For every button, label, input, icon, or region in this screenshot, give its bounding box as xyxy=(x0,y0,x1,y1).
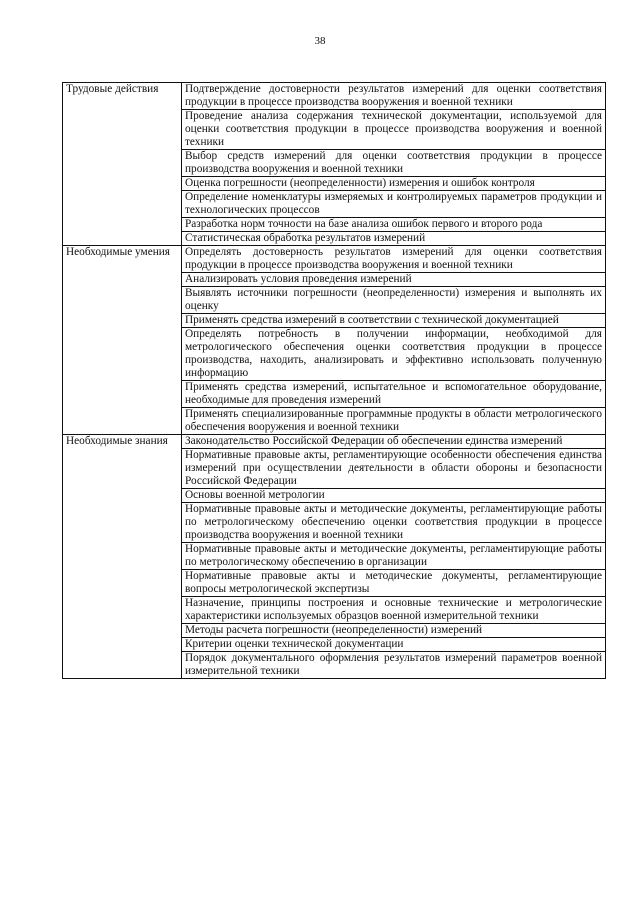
item-cell: Нормативные правовые акты и методические документы, регламентирующие работы по метрологическому обеспечению в организации xyxy=(182,543,606,570)
item-cell: Применять средства измерений в соответствии с технической документацией xyxy=(182,314,606,328)
item-cell: Методы расчета погрешности (неопределенности) измерений xyxy=(182,624,606,638)
item-cell: Законодательство Российской Федерации об обеспечении единства измерений xyxy=(182,435,606,449)
item-cell: Выбор средств измерений для оценки соответствия продукции в процессе производства вооружения и военной техники xyxy=(182,150,606,177)
item-cell: Нормативные правовые акты, регламентирующие особенности обеспечения единства измерений при осуществлении деятельности в области обороны и безопасности Российской Федерации xyxy=(182,449,606,489)
item-cell: Применять специализированные программные продукты в области метрологического обеспечения вооружения и военной техники xyxy=(182,408,606,435)
page-number: 38 xyxy=(314,35,326,47)
item-cell: Анализировать условия проведения измерений xyxy=(182,273,606,287)
requirements-table xyxy=(62,82,606,679)
item-cell: Основы военной метрологии xyxy=(182,489,606,503)
category-cell: Необходимые знания xyxy=(63,435,182,679)
table-row xyxy=(63,246,606,273)
table-row xyxy=(63,435,606,449)
item-cell: Нормативные правовые акты и методические документы, регламентирующие вопросы метрологической экспертизы xyxy=(182,570,606,597)
item-cell: Назначение, принципы построения и основные технические и метрологические характеристики используемых образцов военной измерительной техники xyxy=(182,597,606,624)
item-cell: Порядок документального оформления результатов измерений параметров военной измерительной техники xyxy=(182,652,606,679)
item-cell: Определять достоверность результатов измерений для оценки соответствия продукции в процессе производства вооружения и военной техники xyxy=(182,246,606,273)
item-cell: Разработка норм точности на базе анализа ошибок первого и второго рода xyxy=(182,218,606,232)
item-cell: Критерии оценки технической документации xyxy=(182,638,606,652)
item-cell: Подтверждение достоверности результатов измерений для оценки соответствия продукции в процессе производства вооружения и военной техники xyxy=(182,83,606,110)
item-cell: Определять потребность в получении информации, необходимой для метрологического обеспечения оценки соответствия продукции в процессе производства, находить, анализировать и эффективно использовать полученную информацию xyxy=(182,328,606,381)
category-cell: Необходимые умения xyxy=(63,246,182,435)
item-cell: Статистическая обработка результатов измерений xyxy=(182,232,606,246)
item-cell: Применять средства измерений, испытательное и вспомогательное оборудование, необходимые для проведения измерений xyxy=(182,381,606,408)
item-cell: Определение номенклатуры измеряемых и контролируемых параметров продукции и технологических процессов xyxy=(182,191,606,218)
table-row xyxy=(63,83,606,110)
item-cell: Проведение анализа содержания технической документации, используемой для оценки соответствия продукции в процессе производства вооружения и военной техники xyxy=(182,110,606,150)
item-cell: Выявлять источники погрешности (неопределенности) измерения и выполнять их оценку xyxy=(182,287,606,314)
category-cell: Трудовые действия xyxy=(63,83,182,246)
item-cell: Оценка погрешности (неопределенности) измерения и ошибок контроля xyxy=(182,177,606,191)
item-cell: Нормативные правовые акты и методические документы, регламентирующие работы по метрологическому обеспечению оценки соответствия продукции в процессе производства вооружения и военной техники xyxy=(182,503,606,543)
